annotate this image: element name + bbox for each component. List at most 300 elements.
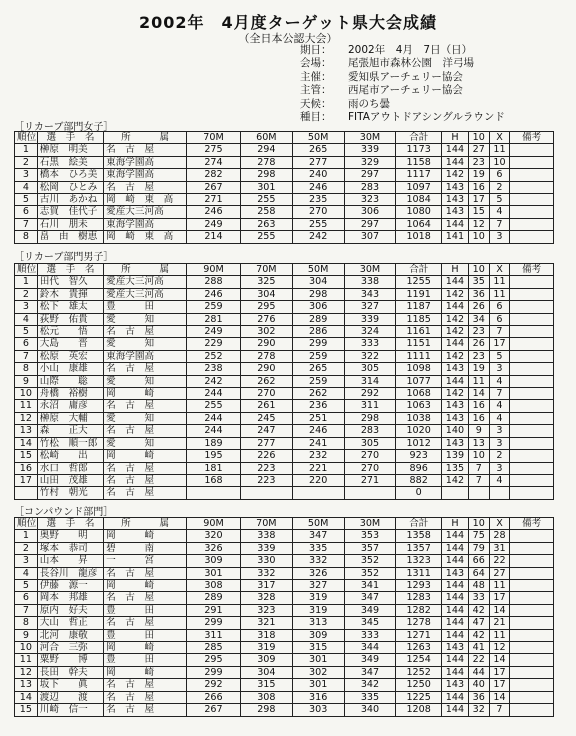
- column-header: 順位: [15, 264, 38, 276]
- section-label-recurve-men: ［リカーブ部門男子］: [14, 252, 114, 263]
- table-cell: [510, 338, 554, 350]
- table-cell: [510, 388, 554, 400]
- column-header: 所 属: [104, 264, 187, 276]
- table-cell: 2: [15, 288, 38, 300]
- table-cell: 7: [489, 326, 510, 338]
- table-cell: 6: [489, 313, 510, 325]
- table-cell: [510, 462, 554, 474]
- table-cell: 愛 知: [104, 338, 187, 350]
- table-cell: 1012: [396, 437, 442, 449]
- table-cell: 7: [489, 218, 510, 230]
- table-row: [15, 288, 554, 300]
- table-row: [15, 450, 554, 462]
- table-cell: 288: [187, 276, 241, 288]
- table-row: [15, 604, 554, 616]
- column-header: 70M: [240, 264, 292, 276]
- table-row: [15, 592, 554, 604]
- table-cell: 140: [441, 425, 468, 437]
- table-cell: 882: [396, 474, 442, 486]
- table-cell: 22: [489, 555, 510, 567]
- table-cell: 299: [187, 666, 241, 678]
- table-cell: [510, 666, 554, 678]
- table-cell: 名 古 屋: [104, 617, 187, 629]
- table-cell: 267: [187, 704, 241, 716]
- table-cell: 長谷川 龍彦: [37, 567, 103, 579]
- event-info-row: [300, 84, 505, 97]
- table-cell: 23: [468, 326, 489, 338]
- table-cell: 244: [187, 388, 241, 400]
- table-cell: 2: [489, 450, 510, 462]
- table-cell: [510, 400, 554, 412]
- table-cell: 17: [489, 666, 510, 678]
- table-cell: 64: [468, 567, 489, 579]
- table-cell: 19: [468, 363, 489, 375]
- table-cell: 27: [468, 144, 489, 156]
- table-cell: [510, 592, 554, 604]
- table-cell: 名 古 屋: [104, 400, 187, 412]
- table-cell: 349: [344, 604, 396, 616]
- table-cell: 139: [441, 450, 468, 462]
- table-cell: 144: [441, 218, 468, 230]
- table-cell: 坂下 眞: [37, 679, 103, 691]
- table-cell: 255: [240, 231, 292, 243]
- table-cell: 9: [468, 425, 489, 437]
- column-header: 順位: [15, 132, 38, 144]
- table-cell: [510, 679, 554, 691]
- table-cell: [489, 487, 510, 499]
- table-cell: 35: [468, 276, 489, 288]
- table-cell: 290: [240, 338, 292, 350]
- table-cell: 10: [15, 642, 38, 654]
- table-cell: 23: [468, 350, 489, 362]
- table-cell: 1: [15, 276, 38, 288]
- column-header: 合計: [396, 264, 442, 276]
- table-cell: 1225: [396, 691, 442, 703]
- table-cell: 8: [15, 363, 38, 375]
- table-cell: 0: [396, 487, 442, 499]
- table-row: [15, 218, 554, 230]
- table-cell: 愛 知: [104, 313, 187, 325]
- table-cell: 1263: [396, 642, 442, 654]
- table-cell: 338: [344, 276, 396, 288]
- table-cell: 1323: [396, 555, 442, 567]
- column-header: 順位: [15, 518, 38, 530]
- table-cell: 144: [441, 592, 468, 604]
- table-cell: [510, 474, 554, 486]
- table-cell: 246: [292, 425, 344, 437]
- table-header-row: [15, 132, 554, 144]
- table-cell: 12: [15, 412, 38, 424]
- table-cell: 143: [441, 363, 468, 375]
- table-cell: 307: [344, 231, 396, 243]
- table-cell: [510, 555, 554, 567]
- table-cell: 田代 智久: [37, 276, 103, 288]
- table-header-row: [15, 518, 554, 530]
- table-cell: 3: [15, 301, 38, 313]
- table-cell: 榊原 大輔: [37, 412, 103, 424]
- table-cell: 14: [489, 654, 510, 666]
- table-row: [15, 313, 554, 325]
- table-cell: 東海学園高: [104, 156, 187, 168]
- table-cell: 325: [240, 276, 292, 288]
- table-row: [15, 206, 554, 218]
- table-cell: 10: [15, 388, 38, 400]
- table-cell: 168: [187, 474, 241, 486]
- table-cell: 9: [15, 375, 38, 387]
- table-cell: 259: [292, 350, 344, 362]
- table-cell: [510, 654, 554, 666]
- table-cell: 粟野 博: [37, 654, 103, 666]
- table-cell: 247: [240, 425, 292, 437]
- table-cell: [510, 542, 554, 554]
- table-cell: 328: [240, 592, 292, 604]
- table-cell: 301: [292, 679, 344, 691]
- table-cell: 17: [489, 338, 510, 350]
- table-cell: 鈴木 貴揮: [37, 288, 103, 300]
- table-cell: 7: [468, 474, 489, 486]
- table-cell: 奥野 明: [37, 530, 103, 542]
- table-cell: 144: [441, 301, 468, 313]
- table-cell: 名 古 屋: [104, 144, 187, 156]
- table-cell: 189: [187, 437, 241, 449]
- table-cell: 1080: [396, 206, 442, 218]
- table-cell: 6: [15, 592, 38, 604]
- table-cell: 315: [240, 679, 292, 691]
- table-row: [15, 412, 554, 424]
- results-table-compound: [14, 517, 554, 717]
- table-cell: 1185: [396, 313, 442, 325]
- event-info-value: FITAアウトドアシングルラウンド: [348, 111, 505, 124]
- event-info-value: 2002年 4月 7日（日）: [348, 44, 473, 56]
- event-info-key: 天候：: [300, 97, 332, 110]
- table-cell: 1293: [396, 580, 442, 592]
- table-cell: 259: [187, 301, 241, 313]
- table-cell: 16: [15, 462, 38, 474]
- table-cell: 311: [187, 629, 241, 641]
- table-cell: 東海学園高: [104, 350, 187, 362]
- table-cell: 281: [187, 313, 241, 325]
- table-cell: 144: [441, 276, 468, 288]
- table-cell: 323: [344, 194, 396, 206]
- table-cell: 10: [468, 450, 489, 462]
- table-cell: 332: [240, 567, 292, 579]
- table-row: [15, 400, 554, 412]
- table-cell: 143: [441, 437, 468, 449]
- column-header: 合計: [396, 132, 442, 144]
- table-cell: 名 古 屋: [104, 704, 187, 716]
- table-cell: 323: [240, 604, 292, 616]
- table-cell: 333: [344, 338, 396, 350]
- table-cell: 295: [187, 654, 241, 666]
- table-cell: 32: [468, 704, 489, 716]
- column-header: 合計: [396, 518, 442, 530]
- table-cell: [510, 313, 554, 325]
- table-cell: 12: [489, 642, 510, 654]
- table-cell: 5: [15, 580, 38, 592]
- table-cell: 304: [292, 276, 344, 288]
- table-cell: 327: [292, 580, 344, 592]
- table-cell: 298: [240, 704, 292, 716]
- table-cell: 270: [292, 206, 344, 218]
- table-row: [15, 462, 554, 474]
- table-row: [15, 542, 554, 554]
- table-cell: 豊 田: [104, 654, 187, 666]
- table-cell: 309: [187, 555, 241, 567]
- table-cell: 1208: [396, 704, 442, 716]
- table-cell: 271: [187, 194, 241, 206]
- table-cell: 北河 康敬: [37, 629, 103, 641]
- table-cell: 33: [468, 592, 489, 604]
- section-label-recurve-women: ［リカーブ部門女子］: [14, 122, 114, 133]
- table-cell: 143: [441, 206, 468, 218]
- table-row: [15, 629, 554, 641]
- table-cell: 竹松 順一郎: [37, 437, 103, 449]
- column-header: H: [441, 264, 468, 276]
- table-cell: 1250: [396, 679, 442, 691]
- table-cell: 渡辺 渡: [37, 691, 103, 703]
- table-cell: 岡 崎: [104, 530, 187, 542]
- table-cell: 豊 田: [104, 604, 187, 616]
- table-cell: 275: [187, 144, 241, 156]
- table-cell: 262: [240, 375, 292, 387]
- table-cell: 324: [344, 326, 396, 338]
- table-cell: 308: [240, 691, 292, 703]
- results-table-recurve-men: [14, 263, 554, 500]
- table-cell: 232: [292, 450, 344, 462]
- table-cell: 142: [441, 313, 468, 325]
- table-cell: 竹村 朝光: [37, 487, 103, 499]
- table-cell: 5: [489, 350, 510, 362]
- table-row: [15, 181, 554, 193]
- table-cell: 愛 知: [104, 412, 187, 424]
- table-cell: 304: [240, 666, 292, 678]
- table-cell: 岡本 邦雄: [37, 592, 103, 604]
- table-cell: 名 古 屋: [104, 326, 187, 338]
- table-cell: 308: [187, 580, 241, 592]
- table-cell: 357: [344, 542, 396, 554]
- table-cell: 5: [15, 326, 38, 338]
- table-cell: 27: [489, 567, 510, 579]
- table-cell: 255: [292, 218, 344, 230]
- table-cell: 144: [441, 691, 468, 703]
- column-header: 50M: [292, 518, 344, 530]
- table-cell: [510, 437, 554, 449]
- table-cell: 1187: [396, 301, 442, 313]
- table-cell: 6: [15, 206, 38, 218]
- table-cell: 14: [489, 604, 510, 616]
- table-cell: 40: [468, 679, 489, 691]
- table-cell: 岡 崎: [104, 580, 187, 592]
- table-cell: 8: [15, 617, 38, 629]
- table-cell: 1311: [396, 567, 442, 579]
- table-cell: 327: [344, 301, 396, 313]
- table-cell: [510, 629, 554, 641]
- column-header: H: [441, 132, 468, 144]
- table-cell: 1173: [396, 144, 442, 156]
- table-cell: 11: [489, 144, 510, 156]
- table-cell: 347: [344, 666, 396, 678]
- table-cell: 6: [489, 301, 510, 313]
- page-title: 2002年 4月度ターゲット県大会成績: [138, 13, 438, 32]
- table-cell: 岡 崎: [104, 388, 187, 400]
- table-cell: 274: [187, 156, 241, 168]
- table-cell: 319: [292, 592, 344, 604]
- table-cell: 342: [344, 679, 396, 691]
- table-cell: 270: [240, 388, 292, 400]
- table-cell: 12: [468, 218, 489, 230]
- table-cell: 3: [489, 437, 510, 449]
- column-header: 所 属: [104, 132, 187, 144]
- table-cell: 豊 田: [104, 301, 187, 313]
- table-cell: 48: [468, 580, 489, 592]
- table-cell: 311: [344, 400, 396, 412]
- table-cell: 291: [187, 604, 241, 616]
- table-cell: 古川 あかね: [37, 194, 103, 206]
- table-cell: 17: [489, 592, 510, 604]
- table-cell: 252: [187, 350, 241, 362]
- table-cell: 79: [468, 542, 489, 554]
- table-cell: [510, 604, 554, 616]
- table-cell: 1283: [396, 592, 442, 604]
- table-cell: 236: [292, 400, 344, 412]
- page-subtitle: （全日本公認大会）: [238, 32, 338, 45]
- table-cell: 44: [468, 666, 489, 678]
- table-cell: [510, 450, 554, 462]
- table-cell: 15: [468, 206, 489, 218]
- table-cell: 301: [187, 567, 241, 579]
- table-cell: 338: [240, 530, 292, 542]
- table-cell: 大島 晋: [37, 338, 103, 350]
- table-cell: [510, 567, 554, 579]
- table-cell: 1038: [396, 412, 442, 424]
- table-cell: 岡 崎 東 高: [104, 231, 187, 243]
- table-cell: 314: [344, 375, 396, 387]
- column-header: 10: [468, 264, 489, 276]
- table-cell: 255: [240, 194, 292, 206]
- table-cell: 302: [240, 326, 292, 338]
- table-cell: [510, 276, 554, 288]
- table-cell: 26: [468, 301, 489, 313]
- table-cell: [344, 487, 396, 499]
- table-cell: 220: [292, 474, 344, 486]
- table-cell: 339: [344, 144, 396, 156]
- table-cell: 144: [441, 542, 468, 554]
- table-cell: 13: [15, 425, 38, 437]
- table-cell: 214: [187, 231, 241, 243]
- table-row: [15, 679, 554, 691]
- table-cell: 1018: [396, 231, 442, 243]
- table-cell: 144: [441, 704, 468, 716]
- table-cell: 4: [489, 412, 510, 424]
- table-cell: 3: [489, 462, 510, 474]
- column-header: X: [489, 132, 510, 144]
- table-row: [15, 301, 554, 313]
- table-cell: 262: [292, 388, 344, 400]
- table-cell: [510, 218, 554, 230]
- table-cell: 3: [489, 425, 510, 437]
- table-cell: [510, 487, 554, 499]
- table-cell: 13: [15, 679, 38, 691]
- table-cell: 5: [489, 194, 510, 206]
- table-cell: 142: [441, 350, 468, 362]
- table-cell: 143: [441, 400, 468, 412]
- table-cell: 7: [468, 462, 489, 474]
- table-row: [15, 666, 554, 678]
- table-cell: 142: [441, 474, 468, 486]
- table-cell: 名 古 屋: [104, 592, 187, 604]
- table-cell: 31: [489, 542, 510, 554]
- event-info-key: 主催：: [300, 70, 332, 83]
- table-cell: 11: [489, 276, 510, 288]
- table-row: [15, 156, 554, 168]
- table-cell: 7: [489, 704, 510, 716]
- table-cell: 1: [15, 144, 38, 156]
- table-cell: 1278: [396, 617, 442, 629]
- table-cell: 23: [468, 156, 489, 168]
- table-cell: 144: [441, 375, 468, 387]
- table-cell: 289: [187, 592, 241, 604]
- table-cell: 11: [489, 580, 510, 592]
- table-cell: 295: [240, 301, 292, 313]
- event-info-row: [300, 111, 505, 124]
- table-cell: 河合 三弥: [37, 642, 103, 654]
- table-cell: 長田 幹夫: [37, 666, 103, 678]
- column-header: 30M: [344, 264, 396, 276]
- table-row: [15, 617, 554, 629]
- table-cell: 橋本 ひろ美: [37, 169, 103, 181]
- table-cell: 297: [344, 169, 396, 181]
- table-cell: 267: [187, 181, 241, 193]
- table-cell: 6: [489, 169, 510, 181]
- table-cell: 11: [468, 375, 489, 387]
- table-cell: 15: [15, 450, 38, 462]
- table-cell: 309: [240, 654, 292, 666]
- table-cell: 東海学園高: [104, 169, 187, 181]
- table-cell: 339: [240, 542, 292, 554]
- table-cell: 259: [292, 375, 344, 387]
- table-cell: 329: [344, 156, 396, 168]
- table-cell: 142: [441, 326, 468, 338]
- table-cell: 292: [344, 388, 396, 400]
- table-cell: 292: [187, 679, 241, 691]
- table-cell: 144: [441, 629, 468, 641]
- table-cell: 235: [292, 194, 344, 206]
- table-cell: 41: [468, 642, 489, 654]
- table-cell: 3: [15, 169, 38, 181]
- table-cell: 1151: [396, 338, 442, 350]
- column-header: 90M: [187, 518, 241, 530]
- table-cell: 11: [489, 629, 510, 641]
- table-cell: 313: [292, 617, 344, 629]
- table-cell: 1117: [396, 169, 442, 181]
- table-cell: 1358: [396, 530, 442, 542]
- table-cell: 山本 昇: [37, 555, 103, 567]
- table-cell: 豊 田: [104, 629, 187, 641]
- table-cell: 山際 聡: [37, 375, 103, 387]
- table-cell: [441, 487, 468, 499]
- table-cell: 愛 知: [104, 375, 187, 387]
- table-cell: 10: [468, 231, 489, 243]
- table-cell: 4: [489, 206, 510, 218]
- table-cell: 17: [489, 679, 510, 691]
- table-cell: 名 古 屋: [104, 487, 187, 499]
- table-cell: 21: [489, 617, 510, 629]
- table-cell: 12: [15, 666, 38, 678]
- table-cell: 16: [468, 181, 489, 193]
- table-cell: 141: [441, 231, 468, 243]
- table-cell: 306: [292, 301, 344, 313]
- table-row: [15, 425, 554, 437]
